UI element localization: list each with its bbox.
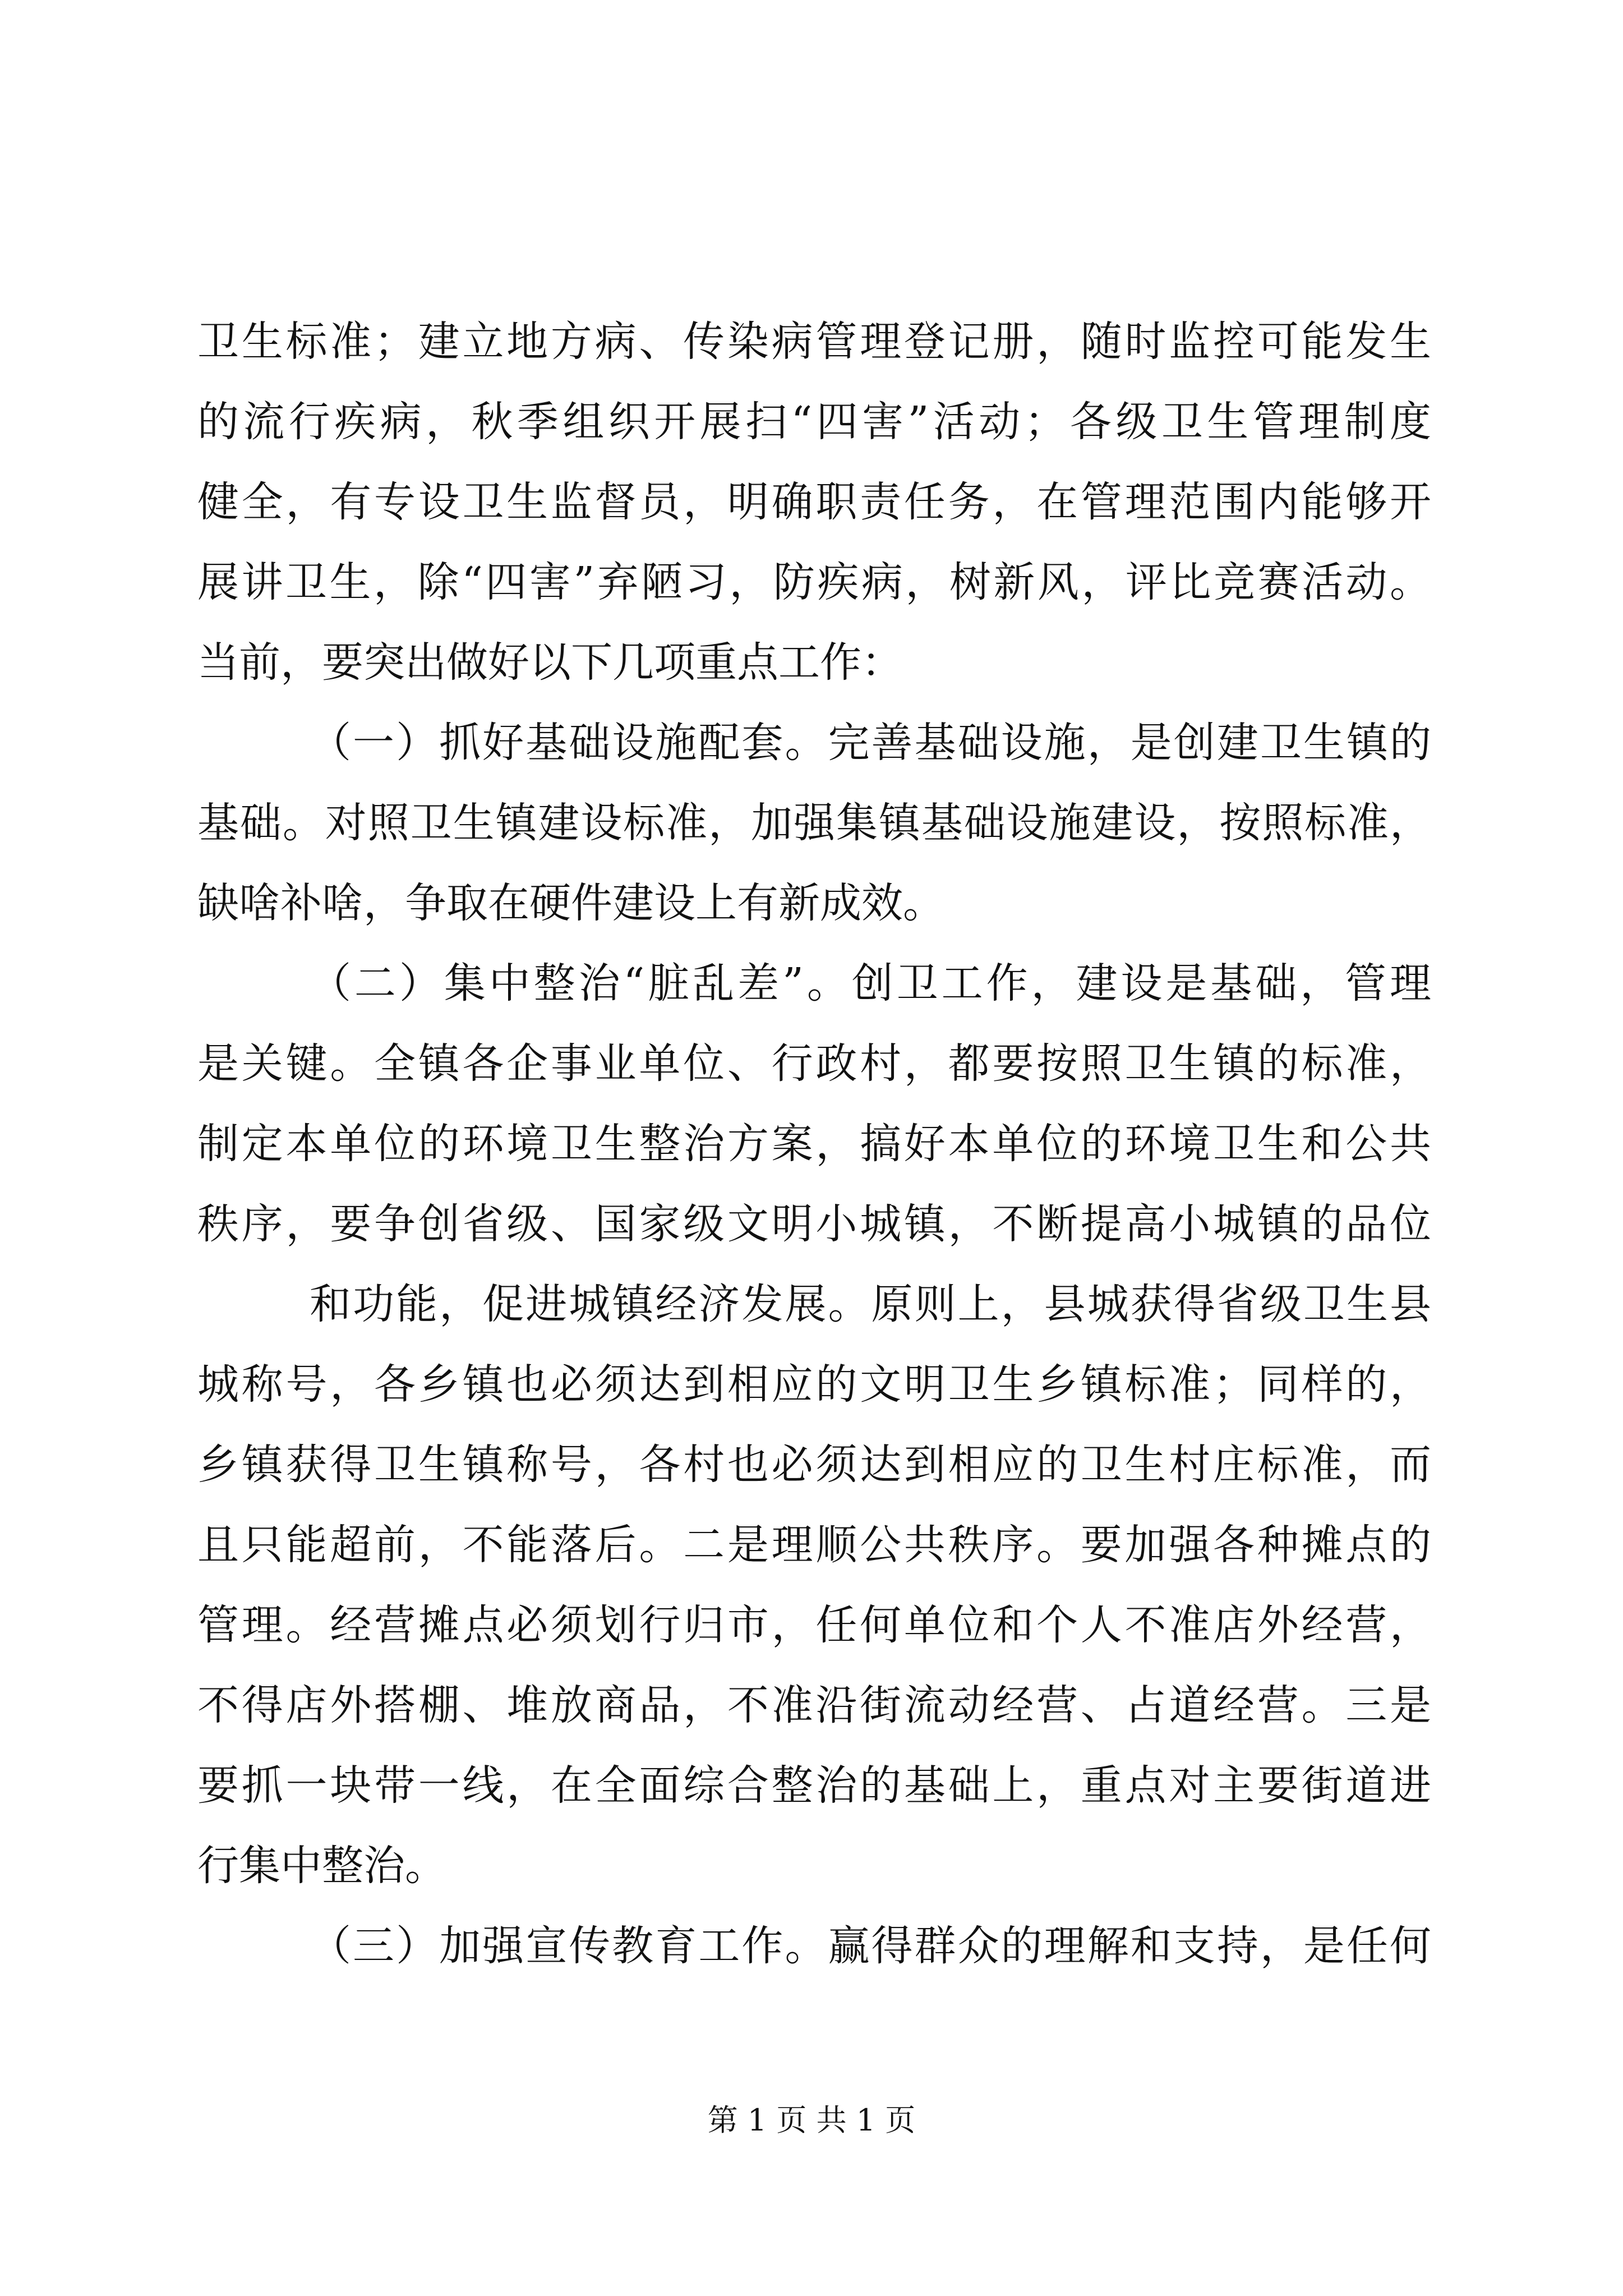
text-line bbox=[197, 1826, 1431, 1906]
line-text: 城​称​号​，​各​乡​镇​也​必​须​达​到​相​应​的​文​明​卫​生​乡​镇​标​准​；​同​样​的​， bbox=[197, 1360, 1431, 1409]
document-body bbox=[197, 302, 1431, 1986]
text-line bbox=[197, 382, 1431, 462]
text-line bbox=[197, 302, 1431, 382]
text-line bbox=[197, 1104, 1431, 1184]
text-line bbox=[197, 1264, 1431, 1345]
line-text: 是​关​键​。​全​镇​各​企​事​业​单​位​、​行​政​村​，​都​要​按​照​卫​生​镇​的​标​准​， bbox=[197, 1039, 1431, 1088]
text-line bbox=[197, 863, 1431, 944]
line-text: 卫​生​标​准​；​建​立​地​方​病​、​传​染​病​管​理​登​记​册​，​随​时​监​控​可​能​发​生 bbox=[197, 318, 1431, 366]
line-text: 秩​序​，​要​争​创​省​级​、​国​家​级​文​明​小​城​镇​，​不​断​提​高​小​城​镇​的​品​位 bbox=[197, 1200, 1431, 1248]
line-text: （​二​）​集​中​整​治​“​脏​乱​差​”​。​创​卫​工​作​，​建​设​是​基​础​，​管​理 bbox=[310, 959, 1431, 1007]
text-line bbox=[197, 542, 1431, 623]
line-text: 健​全​，​有​专​设​卫​生​监​督​员​，​明​确​职​责​任​务​，​在​管​理​范​围​内​能​够​开 bbox=[197, 478, 1431, 526]
text-line bbox=[197, 1024, 1431, 1104]
line-text: 且​只​能​超​前​，​不​能​落​后​。​二​是​理​顺​公​共​秩​序​。​要​加​强​各​种​摊​点​的 bbox=[197, 1521, 1431, 1569]
line-text: （​一​）​抓​好​基​础​设​施​配​套​。​完​善​基​础​设​施​，​是​创​建​卫​生​镇​的 bbox=[310, 719, 1431, 767]
text-line bbox=[197, 1345, 1431, 1425]
line-text: 要​抓​一​块​带​一​线​，​在​全​面​综​合​整​治​的​基​础​上​，​重​点​对​主​要​街​道​进 bbox=[197, 1761, 1431, 1810]
line-text: 管​理​。​经​营​摊​点​必​须​划​行​归​市​，​任​何​单​位​和​个​人​不​准​店​外​经​营​， bbox=[197, 1601, 1431, 1649]
line-text: 制​定​本​单​位​的​环​境​卫​生​整​治​方​案​，​搞​好​本​单​位​的​环​境​卫​生​和​公​共 bbox=[197, 1120, 1431, 1168]
text-line bbox=[197, 623, 1431, 703]
page-footer: 第 1 页 共 1 页 bbox=[707, 2102, 916, 2138]
line-text: （​三​）​加​强​宣​传​教​育​工​作​。​赢​得​群​众​的​理​解​和​支​持​，​是​任​何 bbox=[310, 1922, 1431, 1970]
line-text: 当前，要突出做好以下几项重点工作： bbox=[197, 638, 903, 687]
line-text: 的​流​行​疾​病​，​秋​季​组​织​开​展​扫​“​四​害​”​活​动​；​各​级​卫​生​管​理​制​度 bbox=[197, 398, 1431, 446]
text-line bbox=[197, 1184, 1431, 1264]
text-line bbox=[197, 1425, 1431, 1505]
text-line bbox=[197, 1585, 1431, 1665]
text-line bbox=[197, 1505, 1431, 1585]
text-line bbox=[197, 462, 1431, 542]
line-text: 和​功​能​，​促​进​城​镇​经​济​发​展​。​原​则​上​，​县​城​获​得​省​级​卫​生​县 bbox=[310, 1280, 1431, 1328]
text-line bbox=[197, 783, 1431, 863]
text-line bbox=[197, 703, 1431, 783]
text-line bbox=[197, 944, 1431, 1024]
line-text: 行集中整治。 bbox=[197, 1842, 446, 1890]
line-text: 乡​镇​获​得​卫​生​镇​称​号​，​各​村​也​必​须​达​到​相​应​的​卫​生​村​庄​标​准​，​而 bbox=[197, 1441, 1431, 1489]
line-text: 缺啥补啥，争取在硬件建设上有新成效。 bbox=[197, 879, 944, 927]
text-line bbox=[197, 1906, 1431, 1986]
text-line bbox=[197, 1665, 1431, 1746]
text-line bbox=[197, 1746, 1431, 1826]
line-text: 不​得​店​外​搭​棚​、​堆​放​商​品​，​不​准​沿​街​流​动​经​营​、​占​道​经​营​。​三​是 bbox=[197, 1681, 1431, 1729]
line-text: 展​讲​卫​生​，​除​“​四​害​”​弃​陋​习​，​防​疾​病​，​树​新​风​，​评​比​竞​赛​活​动​。 bbox=[197, 558, 1431, 606]
line-text: 基​础​。​对​照​卫​生​镇​建​设​标​准​，​加​强​集​镇​基​础​设​施​建​设​，​按​照​标​准​， bbox=[197, 799, 1431, 847]
